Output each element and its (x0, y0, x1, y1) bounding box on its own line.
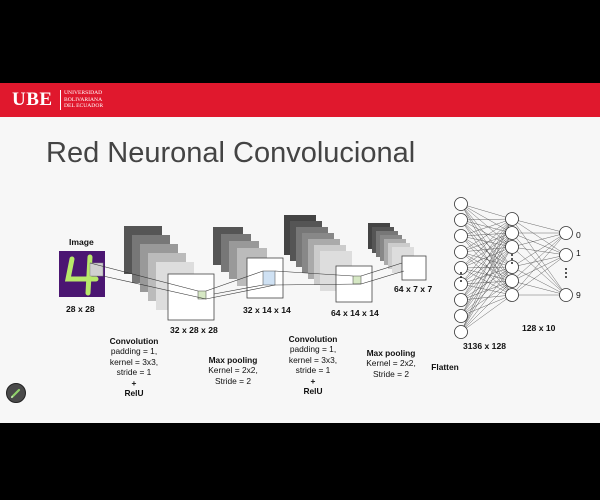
neuron-output (560, 249, 573, 262)
neuron-hidden (506, 275, 519, 288)
connection (461, 247, 512, 300)
ellipsis-dot (511, 254, 513, 256)
pencil-icon[interactable] (6, 383, 26, 403)
neuron-flatten (455, 326, 468, 339)
connection (512, 247, 566, 255)
ellipsis-dot (460, 272, 462, 274)
connection (461, 281, 512, 300)
connection (461, 267, 512, 332)
output-label-0: 0 (576, 230, 581, 240)
neuron-output (560, 227, 573, 240)
neuron-hidden (506, 213, 519, 226)
university-name: UNIVERSIDAD BOLIVARIANA DEL ECUADOR (64, 90, 104, 110)
output-label-1: 1 (576, 248, 581, 258)
feature-map-stack-1 (124, 226, 214, 320)
connection (512, 255, 566, 281)
connection (461, 233, 512, 300)
op-maxpool-2: Max pooling Kernel = 2x2, Stride = 2 (366, 348, 416, 379)
slide-title: Red Neuronal Convolucional (46, 137, 416, 169)
ube-logo: UBE (12, 89, 53, 110)
feature-map-stack-2 (213, 227, 283, 298)
layer-3-size: 64 x 14 x 14 (331, 308, 379, 318)
ellipsis-dot (460, 280, 462, 282)
feature-map-stack-3 (284, 215, 372, 302)
connection (461, 247, 512, 284)
feature-map-stack-4 (368, 223, 426, 280)
neuron-flatten (455, 214, 468, 227)
dense-1-size: 3136 x 128 (463, 341, 507, 351)
neuron-hidden (506, 289, 519, 302)
neuron-hidden (506, 241, 519, 254)
connection (512, 233, 566, 255)
slide (0, 83, 600, 423)
connection (461, 295, 512, 332)
op-convolution-1: Convolution padding = 1, kernel = 3x3, stride = 1 + RelU (109, 336, 159, 399)
dense-network (455, 198, 573, 339)
dense-2-size: 128 x 10 (522, 323, 556, 333)
input-size-label: 28 x 28 (66, 304, 95, 314)
neuron-flatten (455, 198, 468, 211)
neuron-flatten (455, 230, 468, 243)
connection (461, 233, 512, 332)
neuron-flatten (455, 294, 468, 307)
connection (512, 219, 566, 255)
connection (461, 219, 512, 332)
ellipsis-dot (511, 262, 513, 264)
op-flatten: Flatten (431, 362, 459, 372)
neuron-output (560, 289, 573, 302)
neuron-hidden (506, 227, 519, 240)
connection (461, 281, 512, 332)
ellipsis-dot (511, 258, 513, 260)
connection (461, 219, 512, 220)
output-label-9: 9 (576, 290, 581, 300)
connection (461, 204, 512, 219)
op-convolution-2: Convolution padding = 1, kernel = 3x3, stride = 1 + RelU (288, 334, 338, 397)
connection (512, 219, 566, 233)
neuron-flatten (455, 310, 468, 323)
ellipsis-dot (565, 268, 567, 270)
ellipsis-dot (460, 276, 462, 278)
input-label: Image (69, 237, 94, 247)
connection (512, 233, 566, 267)
connection (461, 233, 512, 268)
connection (461, 281, 512, 316)
op-maxpool-1: Max pooling Kernel = 2x2, Stride = 2 (208, 355, 258, 386)
ellipsis-dot (565, 272, 567, 274)
neuron-flatten (455, 246, 468, 259)
ellipsis-dot (565, 276, 567, 278)
layer-4-size: 64 x 7 x 7 (394, 284, 433, 294)
layer-1-size: 32 x 28 x 28 (170, 325, 218, 335)
neuron-flatten (455, 278, 468, 291)
layer-2-size: 32 x 14 x 14 (243, 305, 291, 315)
